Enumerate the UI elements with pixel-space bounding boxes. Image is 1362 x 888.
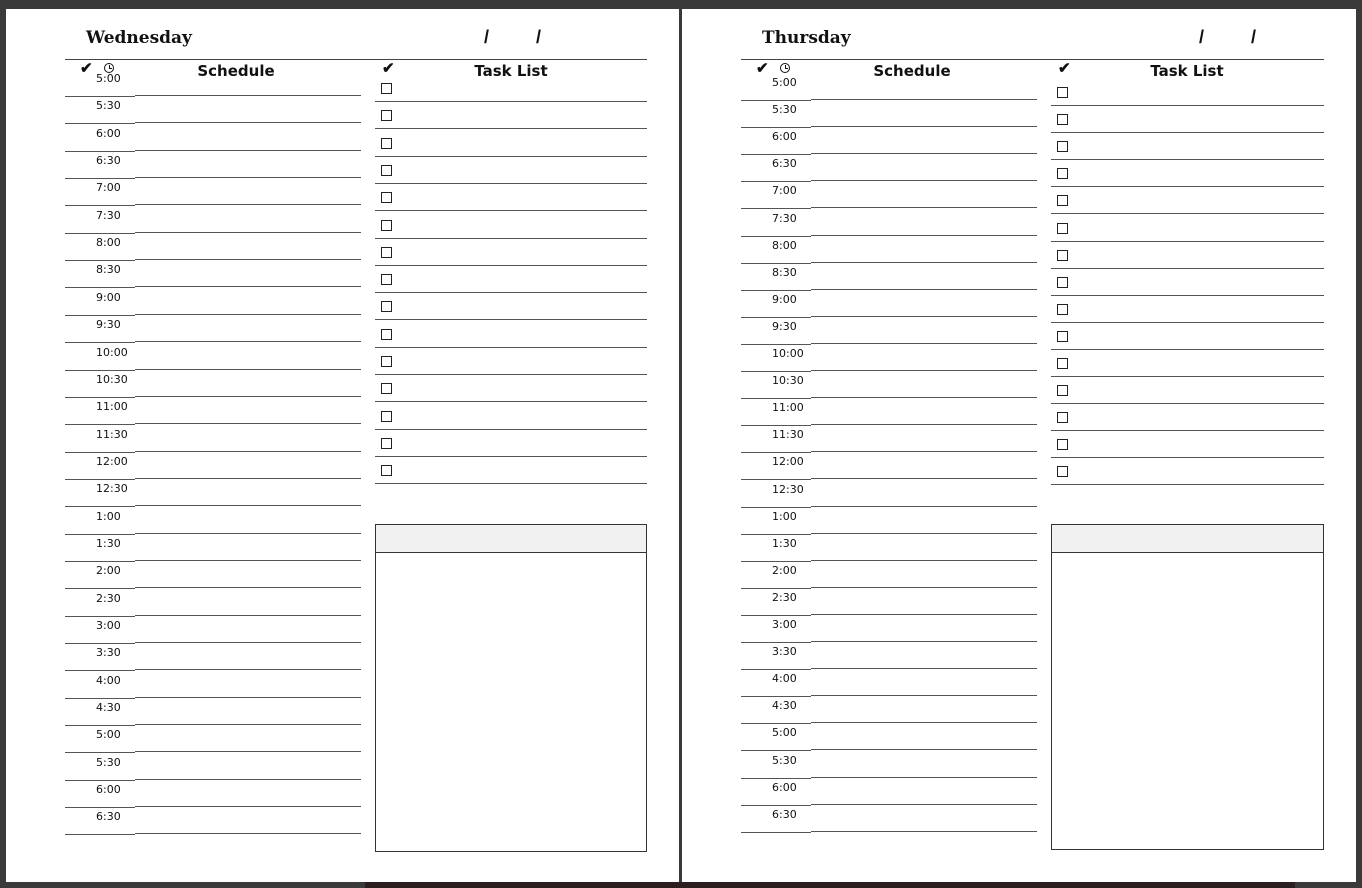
time-label: 5:30 [772, 103, 797, 117]
time-label: 6:30 [772, 157, 797, 171]
task-row[interactable] [375, 403, 647, 430]
slot-rule [811, 180, 1037, 181]
time-label: 6:00 [96, 126, 121, 140]
task-row[interactable] [375, 430, 647, 457]
task-list-header: Task List [474, 62, 548, 80]
date-slash: / [1251, 27, 1257, 47]
slot-rule [811, 831, 1037, 832]
time-label: 3:00 [96, 619, 121, 632]
checkbox[interactable] [381, 247, 392, 258]
time-label: 11:00 [772, 401, 804, 415]
task-row[interactable] [375, 212, 647, 239]
schedule-slot[interactable] [741, 101, 1037, 128]
time-label: 11:30 [772, 428, 804, 442]
time-label: 5:30 [96, 755, 121, 769]
slot-rule [811, 343, 1037, 344]
slot-rule [135, 724, 361, 725]
time-label: 2:30 [772, 590, 797, 604]
checkbox[interactable] [381, 411, 392, 422]
time-label: 6:00 [96, 783, 121, 797]
checkbox[interactable] [381, 274, 392, 285]
task-row[interactable] [1051, 269, 1324, 296]
checkbox[interactable] [381, 465, 392, 476]
time-label: 1:00 [96, 509, 121, 523]
date-slash: / [536, 27, 542, 47]
schedule-slot[interactable] [741, 453, 1037, 480]
slot-rule [811, 668, 1037, 669]
time-label: 7:30 [96, 208, 121, 222]
task-row[interactable] [375, 75, 647, 102]
task-row[interactable] [375, 348, 647, 375]
slot-rule [135, 451, 361, 452]
slot-rule [135, 369, 361, 370]
schedule-header: Schedule [873, 62, 951, 80]
schedule-slot[interactable] [65, 535, 361, 562]
slot-rule [135, 615, 361, 616]
schedule-slot[interactable] [741, 128, 1037, 155]
schedule-slot[interactable] [741, 345, 1037, 372]
task-row[interactable] [375, 102, 647, 129]
schedule-slot[interactable] [741, 508, 1037, 535]
schedule-slot[interactable] [741, 74, 1037, 101]
schedule-slot[interactable] [741, 697, 1037, 724]
notes-box[interactable] [1051, 524, 1324, 850]
time-label: 12:30 [772, 482, 804, 496]
task-list-header: Task List [1150, 62, 1224, 80]
task-row[interactable] [1051, 323, 1324, 350]
slot-rule [135, 806, 361, 807]
checkbox[interactable] [1057, 223, 1068, 234]
notes-header [376, 525, 646, 553]
schedule-slot[interactable] [741, 562, 1037, 589]
schedule-slot[interactable] [65, 590, 361, 617]
schedule-slot[interactable] [741, 264, 1037, 291]
checkbox[interactable] [1057, 195, 1068, 206]
time-label: 10:30 [96, 372, 128, 386]
time-label: 5:00 [772, 76, 797, 89]
task-row[interactable] [1051, 296, 1324, 323]
schedule-slot[interactable] [65, 617, 361, 644]
slot-rule [135, 232, 361, 233]
slot-rule [135, 177, 361, 178]
task-row[interactable] [1051, 215, 1324, 242]
checkbox[interactable] [1057, 168, 1068, 179]
checkbox[interactable] [1057, 87, 1068, 98]
slot-rule [811, 722, 1037, 723]
slot-rule [811, 289, 1037, 290]
checkbox[interactable] [1057, 277, 1068, 288]
time-label: 10:00 [96, 345, 128, 359]
slot-rule [135, 95, 361, 96]
task-row[interactable] [375, 130, 647, 157]
task-row[interactable] [1051, 242, 1324, 269]
time-label: 12:00 [96, 454, 128, 468]
task-row[interactable] [1051, 350, 1324, 377]
schedule-slot[interactable] [741, 589, 1037, 616]
time-label: 6:00 [772, 130, 797, 144]
schedule-slot[interactable] [65, 316, 361, 343]
slot-rule [811, 262, 1037, 263]
slot-rule [65, 834, 135, 835]
checkmark-icon: ✔ [756, 60, 769, 77]
date-slash: / [484, 27, 490, 47]
task-row[interactable] [375, 293, 647, 320]
time-label: 10:30 [772, 374, 804, 388]
schedule-slot[interactable] [65, 207, 361, 234]
schedule-slot[interactable] [741, 182, 1037, 209]
schedule-slot[interactable] [65, 453, 361, 480]
schedule-slot[interactable] [741, 752, 1037, 779]
time-label: 11:30 [96, 427, 128, 441]
time-label: 7:00 [96, 181, 121, 195]
slot-rule [135, 423, 361, 424]
slot-rule [135, 259, 361, 260]
time-label: 1:30 [96, 536, 121, 550]
slot-rule [135, 341, 361, 342]
time-label: 6:30 [96, 154, 121, 168]
notes-box[interactable] [375, 524, 647, 852]
checkbox[interactable] [381, 356, 392, 367]
slot-rule [135, 286, 361, 287]
schedule-slot[interactable] [741, 237, 1037, 264]
page-bottom-edge [365, 882, 1295, 888]
time-label: 4:30 [96, 701, 121, 715]
schedule-slot[interactable] [65, 234, 361, 261]
time-label: 5:00 [96, 72, 121, 85]
time-label: 2:30 [96, 591, 121, 605]
task-row[interactable] [1051, 79, 1324, 106]
schedule-slot[interactable] [65, 562, 361, 589]
task-row[interactable] [375, 239, 647, 266]
schedule-slot[interactable] [65, 754, 361, 781]
slot-rule [135, 150, 361, 151]
slot-rule [135, 478, 361, 479]
time-label: 9:30 [96, 318, 121, 332]
schedule-slot[interactable] [65, 398, 361, 425]
time-label: 8:00 [96, 236, 121, 250]
schedule-slot[interactable] [741, 372, 1037, 399]
slot-rule [135, 560, 361, 561]
checkbox[interactable] [1057, 304, 1068, 315]
checkbox[interactable] [381, 110, 392, 121]
slot-rule [811, 478, 1037, 479]
checkbox[interactable] [381, 220, 392, 231]
time-label: 5:30 [772, 753, 797, 767]
slot-rule [811, 397, 1037, 398]
schedule-slot[interactable] [65, 426, 361, 453]
time-label: 3:30 [772, 645, 797, 659]
checkbox[interactable] [381, 301, 392, 312]
time-label: 8:30 [96, 263, 121, 277]
day-title: Thursday [762, 28, 851, 48]
slot-rule [135, 396, 361, 397]
time-label: 11:00 [96, 400, 128, 414]
header-rule [65, 59, 647, 60]
slot-rule [135, 314, 361, 315]
schedule-slot[interactable] [741, 779, 1037, 806]
task-row[interactable] [375, 457, 647, 484]
time-label: 8:30 [772, 265, 797, 279]
time-label: 2:00 [96, 564, 121, 578]
schedule-slot[interactable] [65, 644, 361, 671]
schedule-slot[interactable] [65, 125, 361, 152]
slot-rule [811, 451, 1037, 452]
slot-rule [811, 695, 1037, 696]
checkbox[interactable] [1057, 466, 1068, 477]
schedule-slot[interactable] [65, 781, 361, 808]
schedule-slot[interactable] [65, 152, 361, 179]
checkbox[interactable] [1057, 250, 1068, 261]
schedule-slot[interactable] [741, 318, 1037, 345]
time-label: 5:00 [96, 728, 121, 742]
checkbox[interactable] [1057, 385, 1068, 396]
slot-rule [811, 641, 1037, 642]
schedule-slot[interactable] [741, 481, 1037, 508]
slot-rule [135, 204, 361, 205]
time-label: 4:00 [772, 672, 797, 686]
schedule-slot[interactable] [65, 699, 361, 726]
schedule-slot[interactable] [741, 806, 1037, 833]
slot-rule [811, 749, 1037, 750]
task-row[interactable] [1051, 106, 1324, 133]
time-label: 4:00 [96, 673, 121, 687]
schedule-slot[interactable] [741, 535, 1037, 562]
checkbox[interactable] [381, 138, 392, 149]
slot-rule [811, 560, 1037, 561]
time-label: 8:00 [772, 238, 797, 252]
time-label: 12:30 [96, 482, 128, 496]
task-row[interactable] [375, 157, 647, 184]
schedule-slot[interactable] [65, 480, 361, 507]
slot-rule [811, 587, 1037, 588]
task-row[interactable] [1051, 404, 1324, 431]
slot-rule [811, 126, 1037, 127]
checkmark-icon: ✔ [1058, 60, 1071, 77]
schedule-slot[interactable] [65, 97, 361, 124]
task-row[interactable] [1051, 187, 1324, 214]
task-rule [1051, 484, 1324, 485]
task-row[interactable] [1051, 133, 1324, 160]
checkbox[interactable] [1057, 141, 1068, 152]
task-row[interactable] [1051, 431, 1324, 458]
slot-rule [741, 832, 811, 833]
notes-header [1052, 525, 1323, 553]
schedule-slot[interactable] [65, 344, 361, 371]
checkbox[interactable] [381, 383, 392, 394]
schedule-slot[interactable] [741, 643, 1037, 670]
checkmark-icon: ✔ [382, 60, 395, 77]
schedule-slot[interactable] [65, 508, 361, 535]
slot-rule [135, 122, 361, 123]
time-label: 5:30 [96, 99, 121, 113]
slot-rule [135, 751, 361, 752]
slot-rule [811, 235, 1037, 236]
checkbox[interactable] [381, 192, 392, 203]
checkmark-icon: ✔ [80, 60, 93, 77]
time-label: 6:00 [772, 780, 797, 794]
planner-page-thursday [682, 9, 1356, 882]
slot-rule [811, 153, 1037, 154]
time-label: 3:00 [772, 618, 797, 631]
schedule-slot[interactable] [65, 672, 361, 699]
schedule-slot[interactable] [741, 155, 1037, 182]
slot-rule [811, 506, 1037, 507]
time-label: 4:30 [772, 699, 797, 713]
task-row[interactable] [375, 321, 647, 348]
schedule-slot[interactable] [741, 426, 1037, 453]
checkbox[interactable] [381, 83, 392, 94]
slot-rule [135, 505, 361, 506]
time-label: 2:00 [772, 563, 797, 577]
slot-rule [135, 697, 361, 698]
task-row[interactable] [375, 184, 647, 211]
task-row[interactable] [375, 375, 647, 402]
schedule-slot[interactable] [741, 291, 1037, 318]
slot-rule [811, 99, 1037, 100]
slot-rule [135, 833, 361, 834]
time-label: 10:00 [772, 347, 804, 360]
time-label: 9:30 [772, 319, 797, 333]
slot-rule [811, 614, 1037, 615]
time-label: 1:30 [772, 536, 797, 550]
schedule-slot[interactable] [65, 726, 361, 753]
day-title: Wednesday [86, 28, 192, 48]
schedule-header: Schedule [197, 62, 275, 80]
time-label: 1:00 [772, 509, 797, 523]
checkbox[interactable] [381, 329, 392, 340]
slot-rule [811, 207, 1037, 208]
slot-rule [811, 370, 1037, 371]
time-label: 9:00 [96, 290, 121, 304]
schedule-slot[interactable] [741, 399, 1037, 426]
schedule-slot[interactable] [741, 210, 1037, 237]
schedule-slot[interactable] [741, 616, 1037, 643]
time-label: 9:00 [772, 292, 797, 306]
checkbox[interactable] [381, 438, 392, 449]
slot-rule [135, 779, 361, 780]
schedule-slot[interactable] [65, 261, 361, 288]
schedule-slot[interactable] [741, 724, 1037, 751]
schedule-slot[interactable] [741, 670, 1037, 697]
time-label: 6:30 [96, 810, 121, 824]
slot-rule [811, 804, 1037, 805]
slot-rule [135, 642, 361, 643]
header-rule [741, 59, 1324, 60]
slot-rule [811, 424, 1037, 425]
time-label: 12:00 [772, 455, 804, 469]
task-row[interactable] [1051, 458, 1324, 485]
schedule-slot[interactable] [65, 70, 361, 97]
slot-rule [135, 533, 361, 534]
time-label: 7:30 [772, 211, 797, 225]
checkbox[interactable] [381, 165, 392, 176]
slot-rule [811, 777, 1037, 778]
clock-icon [780, 63, 790, 73]
checkbox[interactable] [1057, 331, 1068, 342]
schedule-slot[interactable] [65, 371, 361, 398]
task-rule [375, 483, 647, 484]
checkbox[interactable] [1057, 114, 1068, 125]
task-row[interactable] [1051, 377, 1324, 404]
schedule-slot[interactable] [65, 179, 361, 206]
slot-rule [811, 316, 1037, 317]
checkbox[interactable] [1057, 439, 1068, 450]
checkbox[interactable] [1057, 358, 1068, 369]
time-label: 7:00 [772, 184, 797, 198]
planner-page-wednesday [6, 9, 679, 882]
slot-rule [135, 587, 361, 588]
date-slash: / [1199, 27, 1205, 47]
time-label: 6:30 [772, 807, 797, 821]
slot-rule [811, 533, 1037, 534]
slot-rule [135, 669, 361, 670]
task-row[interactable] [1051, 160, 1324, 187]
task-row[interactable] [375, 266, 647, 293]
schedule-slot[interactable] [65, 808, 361, 835]
schedule-slot[interactable] [65, 289, 361, 316]
time-label: 5:00 [772, 726, 797, 740]
checkbox[interactable] [1057, 412, 1068, 423]
time-label: 3:30 [96, 646, 121, 660]
